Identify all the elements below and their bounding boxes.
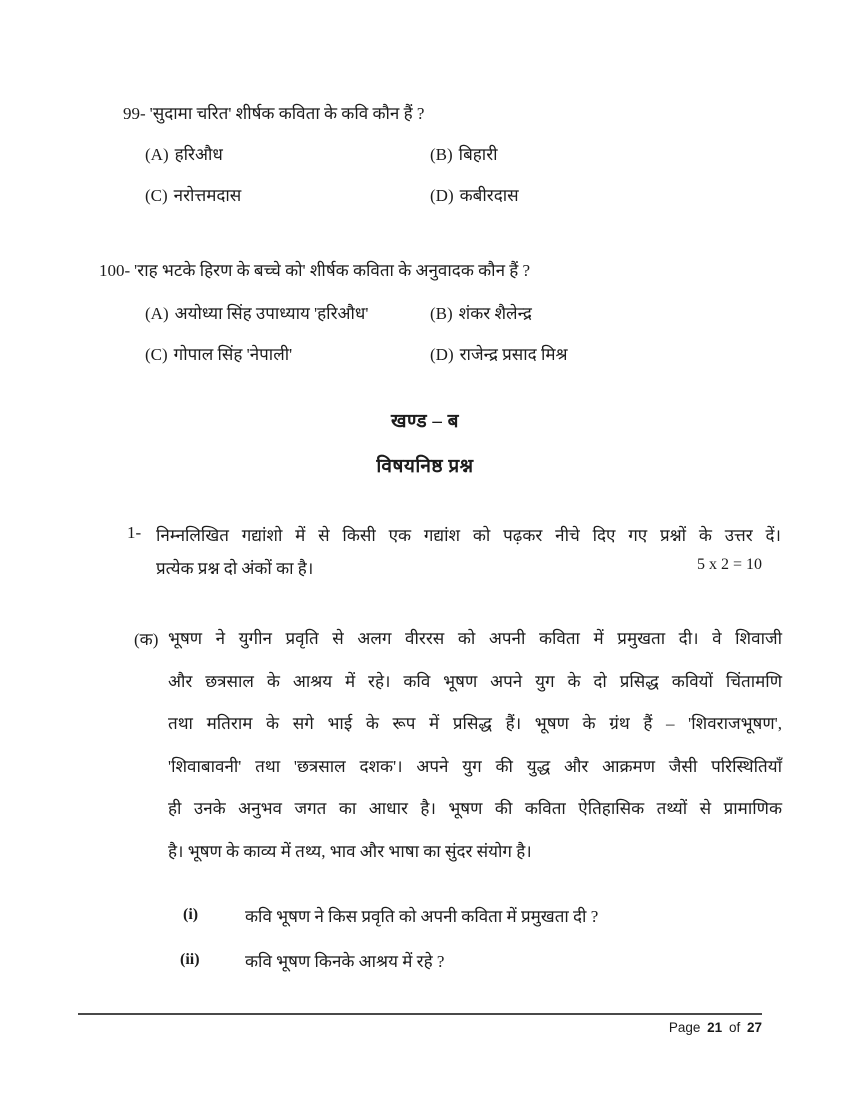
- passage-line: ही उनके अनुभव जगत का आधार है। भूषण की कविता ऐतिहासिक तथ्यों से प्रामाणिक: [168, 799, 782, 818]
- footer-page-number: 21: [707, 1020, 723, 1035]
- section-subtitle: विषयनिष्ठ प्रश्न: [376, 456, 474, 477]
- passage-line: और छत्रसाल के आश्रय में रहे। कवि भूषण अपने युग के दो प्रसिद्ध कवियों चिंतामणि: [168, 671, 782, 691]
- question-100-option-b: [430, 301, 532, 324]
- option-c-label: नरोत्तमदास: [173, 186, 242, 205]
- page-number-footer: [78, 1020, 762, 1035]
- passage-line: भूषण ने युगीन प्रवृति से अलग वीररस को अपनी कविता में प्रमुखता दी। वे शिवाजी: [168, 629, 782, 648]
- question-99: [123, 101, 424, 124]
- question-100-option-a: [145, 301, 368, 324]
- option-a-label: अयोध्या सिंह उपाध्याय 'हरिऔध': [174, 304, 369, 323]
- passage-line: है। भूषण के काव्य में तथ्य, भाव और भाषा का सुंदर संयोग है।: [168, 841, 532, 861]
- instruction-text-line1: निम्नलिखित गद्यांशो में से किसी एक गद्यांश को पढ़कर नीचे दिए गए प्रश्नों के उत्तर दें।: [156, 526, 781, 545]
- question-100-number: 100-: [99, 261, 131, 280]
- section-title: खण्ड – ब: [390, 411, 460, 432]
- passage-line: 'शिवाबावनी' तथा 'छत्रसाल दशक'। अपने युग की युद्ध और आक्रमण जैसी परिस्थितियाँ: [168, 756, 782, 776]
- question-100-option-c: [145, 342, 292, 365]
- option-a-id: (A): [145, 145, 169, 164]
- instruction-number: 1-: [127, 523, 142, 542]
- passage-line: तथा मतिराम के सगे भाई के रूप में प्रसिद्ध हैं। भूषण के ग्रंथ हैं – 'शिवराजभूषण',: [168, 714, 782, 733]
- option-d-id: (D): [430, 186, 454, 205]
- question-99-text: 'सुदामा चरित' शीर्षक कविता के कवि कौन हैं ?: [149, 104, 425, 123]
- option-a-id: (A): [145, 304, 169, 323]
- subquestion-i-number: (i): [183, 906, 199, 923]
- option-b-id: (B): [430, 145, 453, 164]
- option-b-label: बिहारी: [458, 145, 498, 164]
- option-a-label: हरिऔध: [174, 145, 223, 164]
- question-99-option-a: [145, 142, 223, 165]
- option-c-id: (C): [145, 345, 168, 364]
- subquestion-i-text: कवि भूषण ने किस प्रवृति को अपनी कविता में प्रमुखता दी ?: [245, 907, 599, 926]
- footer-total-pages: 27: [746, 1020, 762, 1035]
- question-99-option-c: [145, 183, 241, 206]
- option-d-id: (D): [430, 345, 454, 364]
- option-c-label: गोपाल सिंह 'नेपाली': [173, 345, 293, 364]
- footer-page-label: Page: [668, 1020, 701, 1035]
- subquestion-ii-number: (ii): [180, 951, 200, 968]
- option-d-label: राजेन्द्र प्रसाद मिश्र: [459, 345, 568, 364]
- instruction-text-line2: प्रत्येक प्रश्न दो अंकों का है।: [156, 559, 314, 578]
- option-b-label: शंकर शैलेन्द्र: [458, 304, 532, 323]
- question-99-number: 99-: [123, 104, 146, 123]
- question-100: [99, 258, 530, 281]
- marks-scheme: 5 x 2 = 10: [696, 556, 762, 573]
- option-b-id: (B): [430, 304, 453, 323]
- option-c-id: (C): [145, 186, 168, 205]
- passage-text: [168, 627, 782, 882]
- passage-label: (क): [134, 630, 159, 649]
- question-99-option-d: [430, 183, 519, 206]
- subquestion-ii-text: कवि भूषण किनके आश्रय में रहे ?: [245, 952, 445, 971]
- question-100-text: 'राह भटके हिरण के बच्चे को' शीर्षक कविता के अनुवादक कौन हैं ?: [134, 261, 531, 280]
- option-d-label: कबीरदास: [459, 186, 519, 205]
- question-100-option-d: [430, 342, 568, 365]
- question-99-option-b: [430, 142, 498, 165]
- footer-of-label: of: [728, 1020, 741, 1035]
- footer-divider: [78, 1013, 762, 1015]
